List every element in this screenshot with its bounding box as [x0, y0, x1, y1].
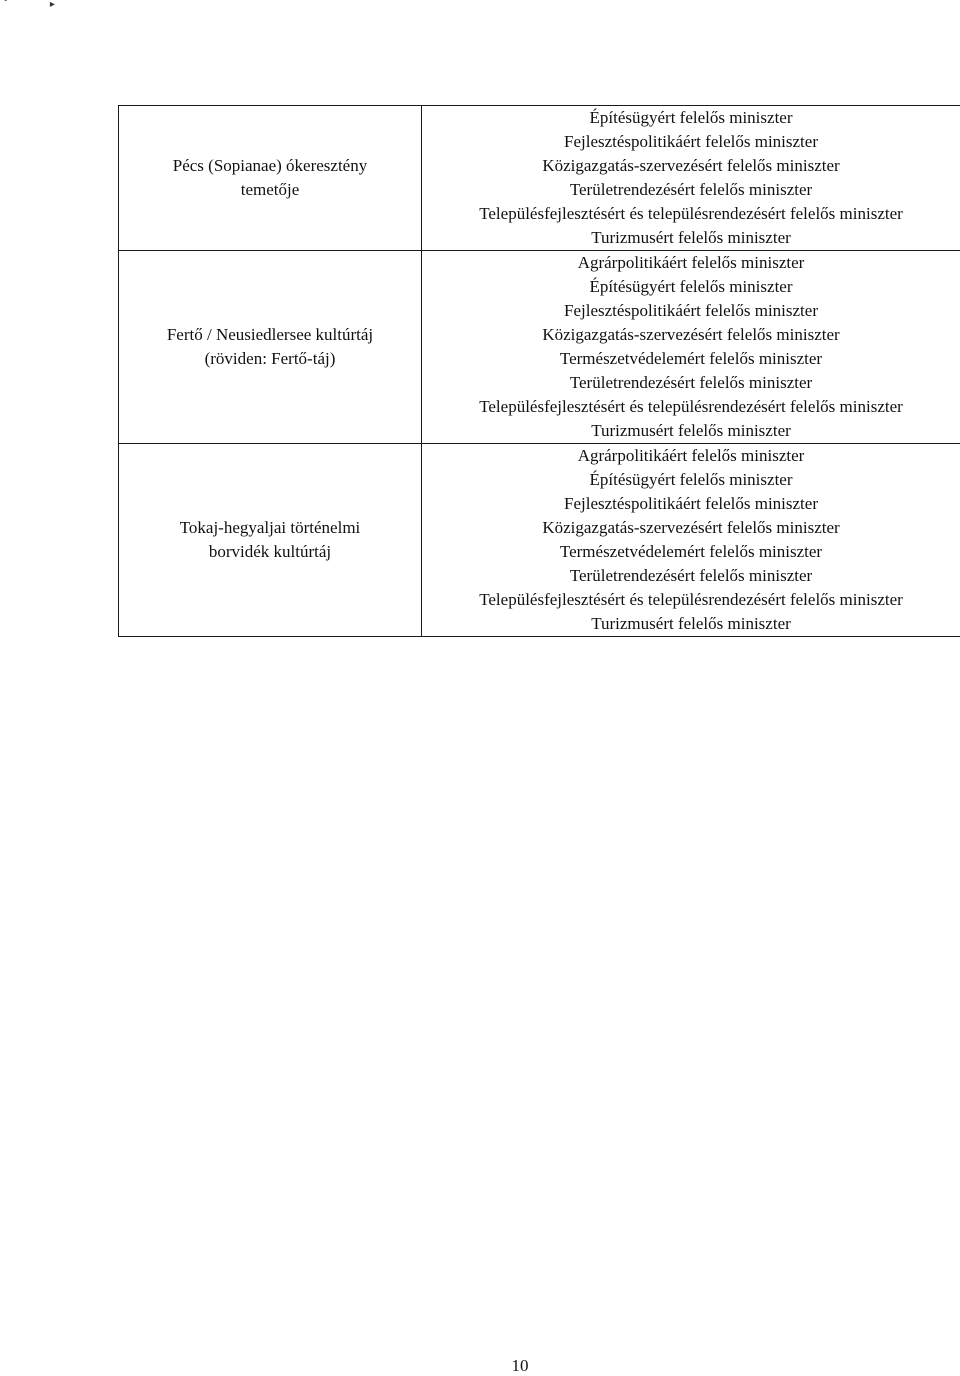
table-row: [119, 251, 960, 444]
site-name-line: Pécs (Sopianae) ókeresztény: [172, 156, 368, 175]
site-name-cell: [119, 251, 422, 444]
minister-item: Természetvédelemért felelős miniszter: [559, 542, 823, 561]
minister-item: Turizmusért felelős miniszter: [591, 421, 791, 440]
site-name-cell: [119, 106, 422, 251]
minister-item: Turizmusért felelős miniszter: [591, 228, 791, 247]
site-name-cell: [119, 444, 422, 637]
site-name-line: Tokaj-hegyaljai történelmi: [179, 518, 361, 537]
minister-item: Közigazgatás-szervezésért felelős miniszter: [542, 325, 840, 344]
responsible-ministers-cell: [422, 444, 960, 637]
page-number: 10: [511, 1356, 529, 1375]
site-name-line: (röviden: Fertő-táj): [204, 349, 336, 368]
minister-item: Közigazgatás-szervezésért felelős miniszter: [542, 156, 840, 175]
minister-item: Fejlesztéspolitikáért felelős miniszter: [564, 494, 818, 513]
heritage-sites-table: [118, 105, 960, 637]
minister-item: Turizmusért felelős miniszter: [591, 614, 791, 633]
minister-item: Településfejlesztésért és településrendezésért felelős miniszter: [479, 397, 903, 416]
scan-corner-marks: ˇ ▸: [4, 0, 75, 10]
minister-item: Területrendezésért felelős miniszter: [569, 566, 813, 585]
minister-item: Településfejlesztésért és településrendezésért felelős miniszter: [479, 204, 903, 223]
minister-item: Fejlesztéspolitikáért felelős miniszter: [564, 301, 818, 320]
site-name-line: Fertő / Neusiedlersee kultúrtáj: [166, 325, 374, 344]
responsible-ministers-cell: [422, 106, 960, 251]
minister-item: Építésügyért felelős miniszter: [589, 470, 793, 489]
minister-list: [422, 444, 960, 636]
site-name-line: temetője: [240, 180, 300, 199]
minister-item: Építésügyért felelős miniszter: [589, 277, 793, 296]
site-name-line: borvidék kultúrtáj: [208, 542, 332, 561]
minister-item: Területrendezésért felelős miniszter: [569, 180, 813, 199]
minister-item: Természetvédelemért felelős miniszter: [559, 349, 823, 368]
minister-list: [422, 106, 960, 250]
minister-list: [422, 251, 960, 443]
minister-item: Közigazgatás-szervezésért felelős miniszter: [542, 518, 840, 537]
minister-item: Agrárpolitikáért felelős miniszter: [577, 446, 805, 465]
minister-item: Területrendezésért felelős miniszter: [569, 373, 813, 392]
minister-item: Építésügyért felelős miniszter: [589, 108, 793, 127]
minister-item: Fejlesztéspolitikáért felelős miniszter: [564, 132, 818, 151]
table-row: [119, 444, 960, 637]
minister-item: Településfejlesztésért és településrendezésért felelős miniszter: [479, 590, 903, 609]
responsible-ministers-cell: [422, 251, 960, 444]
minister-item: Agrárpolitikáért felelős miniszter: [577, 253, 805, 272]
table-row: [119, 106, 960, 251]
